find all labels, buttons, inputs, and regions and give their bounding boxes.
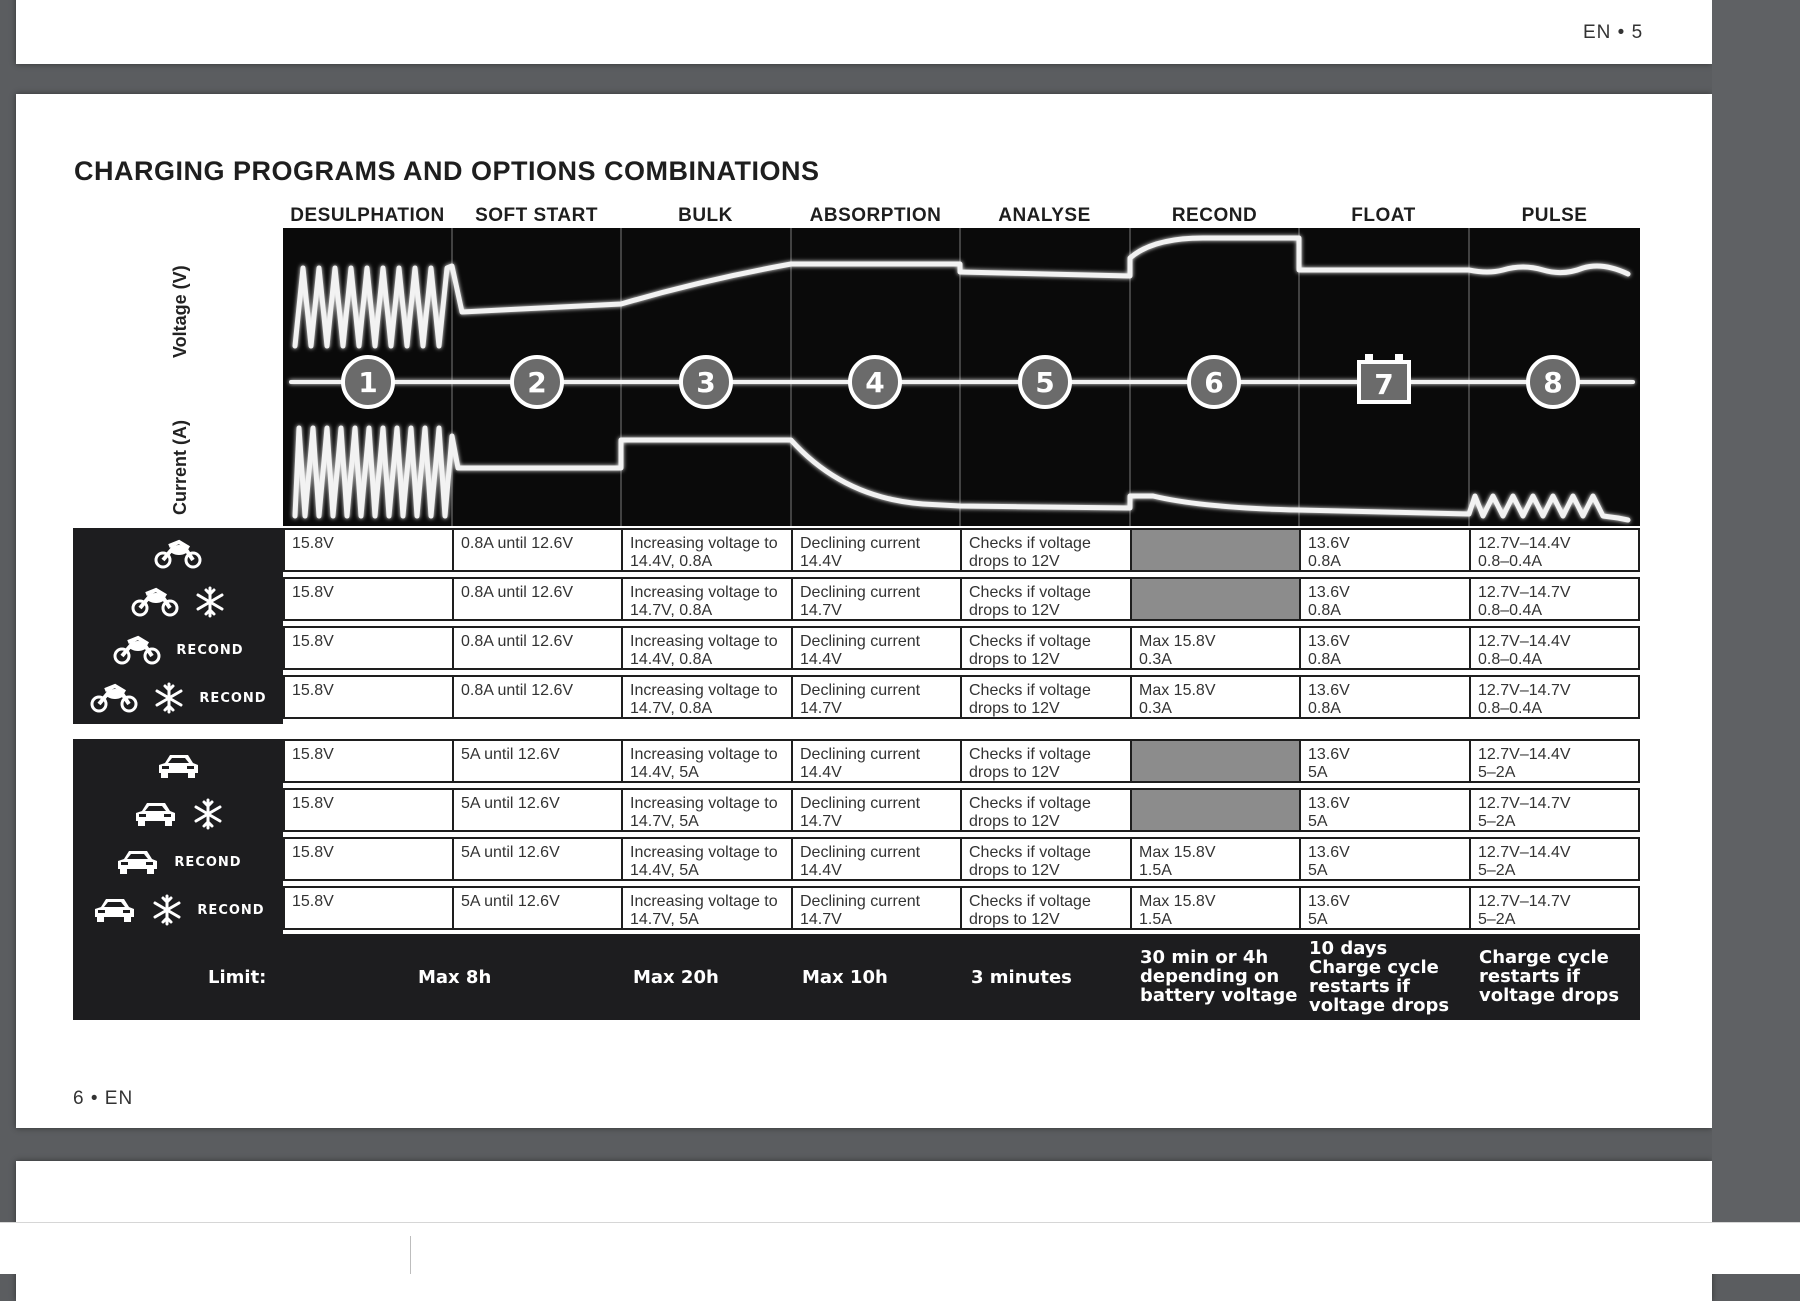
cell-text: Declining current bbox=[800, 746, 921, 763]
cell-text: Checks if voltage bbox=[969, 844, 1091, 861]
table-cell-bulk bbox=[621, 886, 793, 930]
cell-text: drops to 12V bbox=[969, 911, 1060, 928]
page-number-top: EN • 5 bbox=[1583, 22, 1644, 43]
car-icon bbox=[155, 751, 201, 781]
motorcycle-icon bbox=[112, 634, 162, 666]
cell-text: 13.6V bbox=[1308, 682, 1350, 699]
cell-text: 15.8V bbox=[292, 633, 334, 650]
current-axis-label: Current (A) bbox=[170, 420, 190, 515]
table-row bbox=[283, 528, 1640, 572]
table-cell-analyse bbox=[960, 788, 1132, 832]
cell-text: 5A until 12.6V bbox=[461, 893, 560, 910]
recond-label: RECOND bbox=[199, 690, 267, 706]
cell-text: 0.8–0.4A bbox=[1478, 651, 1543, 668]
table-cell-pulse bbox=[1469, 739, 1640, 783]
cell-text: 12.7V–14.7V bbox=[1478, 795, 1571, 812]
table-cell-pulse bbox=[1469, 837, 1640, 881]
cell-text: drops to 12V bbox=[969, 700, 1060, 717]
table-cell-absorption bbox=[791, 528, 962, 572]
cell-text: 13.6V bbox=[1308, 893, 1350, 910]
motorcycle-icon bbox=[89, 682, 139, 714]
charging-curve-diagram bbox=[283, 228, 1640, 526]
cell-text: 5A bbox=[1308, 813, 1328, 830]
table-row bbox=[283, 837, 1640, 881]
step-number-5: 5 bbox=[1035, 366, 1055, 399]
motorcycle-icon bbox=[130, 586, 180, 618]
motorcycle-icon bbox=[153, 538, 203, 570]
cell-text: 12.7V–14.4V bbox=[1478, 535, 1571, 552]
cell-text: 15.8V bbox=[292, 535, 334, 552]
table-cell-bulk bbox=[621, 577, 793, 621]
table-cell-float bbox=[1299, 528, 1471, 572]
col-header-float: FLOAT bbox=[1351, 205, 1416, 226]
cell-text: drops to 12V bbox=[969, 862, 1060, 879]
cell-text: 0.8A bbox=[1308, 651, 1341, 668]
limit-label: Limit: bbox=[208, 967, 267, 988]
col-header-recond: RECOND bbox=[1171, 205, 1258, 226]
viewer-gutter bbox=[1712, 0, 1800, 1222]
cell-text: drops to 12V bbox=[969, 602, 1060, 619]
cell-text: 14.7V, 0.8A bbox=[630, 602, 713, 619]
table-cell-absorption bbox=[791, 837, 962, 881]
table-cell-float bbox=[1299, 837, 1471, 881]
limit-recond-line: 30 min or 4h bbox=[1140, 947, 1269, 968]
limit-pulse-line: Charge cycle bbox=[1479, 947, 1609, 968]
table-cell-recond bbox=[1130, 626, 1301, 670]
table-cell-pulse bbox=[1469, 528, 1640, 572]
snowflake-icon bbox=[192, 798, 224, 830]
cell-text: 14.4V, 5A bbox=[630, 862, 699, 879]
limit-3min: 3 minutes bbox=[971, 967, 1072, 988]
table-cell-desulphation bbox=[283, 675, 454, 719]
col-header-bulk: BULK bbox=[678, 205, 733, 226]
table-cell-analyse bbox=[960, 626, 1132, 670]
cell-text: Increasing voltage to bbox=[630, 795, 778, 812]
step-number-1: 1 bbox=[358, 366, 378, 399]
col-header-analyse: ANALYSE bbox=[998, 205, 1091, 226]
cell-text: drops to 12V bbox=[969, 651, 1060, 668]
table-cell-desulphation bbox=[283, 528, 454, 572]
cell-text: Increasing voltage to bbox=[630, 682, 778, 699]
cell-text: Declining current bbox=[800, 584, 921, 601]
table-cell-analyse bbox=[960, 528, 1132, 572]
cell-text: Max 15.8V bbox=[1139, 893, 1216, 910]
previous-page bbox=[16, 0, 1712, 64]
table-row bbox=[283, 788, 1640, 832]
cell-text: 15.8V bbox=[292, 584, 334, 601]
cell-text: 15.8V bbox=[292, 844, 334, 861]
col-header-absorption: ABSORPTION bbox=[809, 205, 942, 226]
cell-text: Max 15.8V bbox=[1139, 844, 1216, 861]
table-cell-float bbox=[1299, 626, 1471, 670]
cell-text: Checks if voltage bbox=[969, 893, 1091, 910]
cell-text: Checks if voltage bbox=[969, 795, 1091, 812]
step-number-8: 8 bbox=[1543, 366, 1563, 399]
table-cell-absorption bbox=[791, 788, 962, 832]
cell-text: Declining current bbox=[800, 893, 921, 910]
table-cell-desulphation bbox=[283, 886, 454, 930]
cell-text: drops to 12V bbox=[969, 813, 1060, 830]
step-marker-2 bbox=[512, 357, 562, 407]
cell-text: 5–2A bbox=[1478, 911, 1516, 928]
table-cell-recond bbox=[1130, 886, 1301, 930]
cell-text: 5–2A bbox=[1478, 862, 1516, 879]
cell-text: 0.8A until 12.6V bbox=[461, 682, 574, 699]
cell-text: 0.8A bbox=[1308, 700, 1341, 717]
program-icons-moto-4 bbox=[73, 674, 283, 722]
table-cell-soft-start bbox=[452, 675, 623, 719]
limit-float-line: Charge cycle bbox=[1309, 957, 1439, 978]
program-icons-car-4 bbox=[73, 886, 283, 934]
table-cell-bulk bbox=[621, 675, 793, 719]
limit-max10h: Max 10h bbox=[802, 967, 888, 988]
table-cell-recond bbox=[1130, 788, 1301, 832]
recond-label: RECOND bbox=[176, 642, 244, 658]
col-header-pulse: PULSE bbox=[1521, 205, 1588, 226]
cell-text: Max 15.8V bbox=[1139, 682, 1216, 699]
cell-text: Checks if voltage bbox=[969, 746, 1091, 763]
step-number-4: 4 bbox=[865, 366, 885, 399]
cell-text: Checks if voltage bbox=[969, 633, 1091, 650]
cell-text: 5A bbox=[1308, 862, 1328, 879]
cell-text: Increasing voltage to bbox=[630, 893, 778, 910]
table-cell-desulphation bbox=[283, 739, 454, 783]
table-cell-soft-start bbox=[452, 788, 623, 832]
cell-text: 5A bbox=[1308, 764, 1328, 781]
cell-text: drops to 12V bbox=[969, 553, 1060, 570]
table-cell-pulse bbox=[1469, 675, 1640, 719]
cell-text: 15.8V bbox=[292, 893, 334, 910]
col-header-desulphation: DESULPHATION bbox=[290, 205, 445, 226]
limit-recond-line: battery voltage bbox=[1140, 985, 1298, 1006]
cell-text: 0.8A until 12.6V bbox=[461, 535, 574, 552]
table-cell-recond bbox=[1130, 739, 1301, 783]
cell-text: 14.7V bbox=[800, 813, 842, 830]
cell-text: Checks if voltage bbox=[969, 535, 1091, 552]
cell-text: 0.8–0.4A bbox=[1478, 602, 1543, 619]
table-cell-desulphation bbox=[283, 837, 454, 881]
limit-max20h: Max 20h bbox=[633, 967, 719, 988]
table-cell-bulk bbox=[621, 788, 793, 832]
cell-text: 0.3A bbox=[1139, 700, 1172, 717]
recond-label: RECOND bbox=[174, 854, 242, 870]
table-cell-float bbox=[1299, 577, 1471, 621]
program-icons-car-1 bbox=[73, 742, 283, 790]
car-icon bbox=[114, 847, 160, 877]
table-cell-recond bbox=[1130, 675, 1301, 719]
limit-float-line: 10 days bbox=[1309, 938, 1388, 959]
table-cell-soft-start bbox=[452, 739, 623, 783]
cell-text: 14.4V, 0.8A bbox=[630, 553, 713, 570]
cell-text: Declining current bbox=[800, 535, 921, 552]
cell-text: 15.8V bbox=[292, 746, 334, 763]
cell-text: Declining current bbox=[800, 682, 921, 699]
cell-text: 15.8V bbox=[292, 682, 334, 699]
limit-pulse-line: restarts if bbox=[1479, 966, 1581, 987]
car-icon bbox=[91, 895, 137, 925]
cell-text: 14.4V bbox=[800, 651, 842, 668]
cell-text: 15.8V bbox=[292, 795, 334, 812]
cell-text: 5–2A bbox=[1478, 813, 1516, 830]
table-cell-pulse bbox=[1469, 577, 1640, 621]
table-row bbox=[283, 626, 1640, 670]
cell-text: 5A until 12.6V bbox=[461, 844, 560, 861]
limit-float-line: restarts if bbox=[1309, 976, 1411, 997]
cell-text: 12.7V–14.4V bbox=[1478, 633, 1571, 650]
cell-text: 5A until 12.6V bbox=[461, 795, 560, 812]
cell-text: Increasing voltage to bbox=[630, 535, 778, 552]
cell-text: 12.7V–14.7V bbox=[1478, 682, 1571, 699]
cell-text: 12.7V–14.4V bbox=[1478, 844, 1571, 861]
cell-text: 5–2A bbox=[1478, 764, 1516, 781]
table-cell-pulse bbox=[1469, 626, 1640, 670]
snowflake-icon bbox=[151, 894, 183, 926]
cell-text: Max 15.8V bbox=[1139, 633, 1216, 650]
cell-text: 13.6V bbox=[1308, 535, 1350, 552]
table-cell-soft-start bbox=[452, 837, 623, 881]
table-cell-float bbox=[1299, 675, 1471, 719]
cell-text: 13.6V bbox=[1308, 633, 1350, 650]
cell-text: Checks if voltage bbox=[969, 584, 1091, 601]
cell-text: Declining current bbox=[800, 795, 921, 812]
step-number-3: 3 bbox=[696, 366, 716, 399]
table-cell-bulk bbox=[621, 739, 793, 783]
program-icons-moto-1 bbox=[73, 530, 283, 578]
snowflake-icon bbox=[194, 586, 226, 618]
limit-recond-line: depending on bbox=[1140, 966, 1280, 987]
table-cell-recond bbox=[1130, 528, 1301, 572]
cell-text: 14.4V bbox=[800, 862, 842, 879]
cell-text: Declining current bbox=[800, 633, 921, 650]
step-marker-6 bbox=[1189, 357, 1239, 407]
limit-pulse-line: voltage drops bbox=[1479, 985, 1620, 1006]
table-cell-analyse bbox=[960, 577, 1132, 621]
table-row bbox=[283, 886, 1640, 930]
step-marker-1 bbox=[343, 357, 393, 407]
cell-text: 14.7V, 5A bbox=[630, 911, 699, 928]
limit-max8h: Max 8h bbox=[418, 967, 492, 988]
table-cell-analyse bbox=[960, 675, 1132, 719]
program-icons-moto-2 bbox=[73, 578, 283, 626]
program-icons-moto-3 bbox=[73, 626, 283, 674]
cell-text: Increasing voltage to bbox=[630, 584, 778, 601]
cell-text: 13.6V bbox=[1308, 584, 1350, 601]
table-cell-desulphation bbox=[283, 788, 454, 832]
step-marker-3 bbox=[681, 357, 731, 407]
table-cell-bulk bbox=[621, 626, 793, 670]
limit-float-line: voltage drops bbox=[1309, 995, 1450, 1016]
cell-text: 0.8–0.4A bbox=[1478, 700, 1543, 717]
table-row bbox=[283, 675, 1640, 719]
cell-text: Checks if voltage bbox=[969, 682, 1091, 699]
cell-text: 13.6V bbox=[1308, 844, 1350, 861]
cell-text: 0.8A bbox=[1308, 602, 1341, 619]
snowflake-icon bbox=[153, 682, 185, 714]
table-cell-soft-start bbox=[452, 528, 623, 572]
table-cell-absorption bbox=[791, 739, 962, 783]
cell-text: 13.6V bbox=[1308, 795, 1350, 812]
battery-icon bbox=[1359, 354, 1409, 402]
program-icons-car-3 bbox=[73, 838, 283, 886]
table-cell-bulk bbox=[621, 528, 793, 572]
cell-text: Increasing voltage to bbox=[630, 746, 778, 763]
table-cell-analyse bbox=[960, 837, 1132, 881]
table-cell-soft-start bbox=[452, 626, 623, 670]
limit-bar bbox=[73, 934, 1640, 1020]
cell-text: drops to 12V bbox=[969, 764, 1060, 781]
cell-text: 14.4V bbox=[800, 553, 842, 570]
limit-recond bbox=[1140, 948, 1297, 1005]
table-cell-float bbox=[1299, 886, 1471, 930]
step-number-6: 6 bbox=[1204, 366, 1224, 399]
car-icon bbox=[132, 799, 178, 829]
cell-text: 14.7V, 5A bbox=[630, 813, 699, 830]
cell-text: 5A bbox=[1308, 911, 1328, 928]
page-title: CHARGING PROGRAMS AND OPTIONS COMBINATIONS bbox=[74, 156, 820, 186]
cell-text: 14.7V, 0.8A bbox=[630, 700, 713, 717]
table-cell-absorption bbox=[791, 886, 962, 930]
cell-text: 0.8A bbox=[1308, 553, 1341, 570]
table-cell-absorption bbox=[791, 577, 962, 621]
table-cell-absorption bbox=[791, 626, 962, 670]
cell-text: 0.8–0.4A bbox=[1478, 553, 1543, 570]
step-number-7: 7 bbox=[1374, 368, 1394, 401]
program-icons-car-2 bbox=[73, 790, 283, 838]
step-marker-5 bbox=[1020, 357, 1070, 407]
cell-text: Declining current bbox=[800, 844, 921, 861]
cell-text: 13.6V bbox=[1308, 746, 1350, 763]
table-row bbox=[283, 739, 1640, 783]
table-cell-analyse bbox=[960, 886, 1132, 930]
voltage-axis-label: Voltage (V) bbox=[170, 265, 190, 358]
table-cell-desulphation bbox=[283, 577, 454, 621]
cell-text: 14.7V bbox=[800, 602, 842, 619]
page-number-bottom: 6 • EN bbox=[73, 1088, 134, 1109]
step-marker-8 bbox=[1528, 357, 1578, 407]
recond-label: RECOND bbox=[197, 902, 265, 918]
table-row bbox=[283, 577, 1640, 621]
cell-text: 0.3A bbox=[1139, 651, 1172, 668]
cell-text: 0.8A until 12.6V bbox=[461, 633, 574, 650]
table-cell-recond bbox=[1130, 577, 1301, 621]
table-cell-bulk bbox=[621, 837, 793, 881]
cell-text: 0.8A until 12.6V bbox=[461, 584, 574, 601]
step-number-2: 2 bbox=[527, 366, 547, 399]
table-cell-soft-start bbox=[452, 886, 623, 930]
table-cell-float bbox=[1299, 739, 1471, 783]
cell-text: Increasing voltage to bbox=[630, 633, 778, 650]
cell-text: 1.5A bbox=[1139, 862, 1172, 879]
limit-pulse bbox=[1479, 948, 1619, 1005]
col-header-soft-start: SOFT START bbox=[475, 205, 598, 226]
footer-separator bbox=[410, 1236, 411, 1274]
table-cell-desulphation bbox=[283, 626, 454, 670]
cell-text: 5A until 12.6V bbox=[461, 746, 560, 763]
cell-text: 12.7V–14.7V bbox=[1478, 584, 1571, 601]
table-cell-soft-start bbox=[452, 577, 623, 621]
table-cell-absorption bbox=[791, 675, 962, 719]
cell-text: 14.7V bbox=[800, 700, 842, 717]
step-marker-4 bbox=[850, 357, 900, 407]
cell-text: 14.4V, 0.8A bbox=[630, 651, 713, 668]
table-cell-recond bbox=[1130, 837, 1301, 881]
table-cell-analyse bbox=[960, 739, 1132, 783]
limit-float bbox=[1309, 939, 1449, 1015]
cell-text: 1.5A bbox=[1139, 911, 1172, 928]
table-cell-pulse bbox=[1469, 886, 1640, 930]
cell-text: 14.7V bbox=[800, 911, 842, 928]
cell-text: 14.4V, 5A bbox=[630, 764, 699, 781]
cell-text: 12.7V–14.7V bbox=[1478, 893, 1571, 910]
table-cell-pulse bbox=[1469, 788, 1640, 832]
table-cell-float bbox=[1299, 788, 1471, 832]
cell-text: 14.4V bbox=[800, 764, 842, 781]
viewer-footer bbox=[0, 1222, 1800, 1274]
cell-text: Increasing voltage to bbox=[630, 844, 778, 861]
cell-text: 12.7V–14.4V bbox=[1478, 746, 1571, 763]
